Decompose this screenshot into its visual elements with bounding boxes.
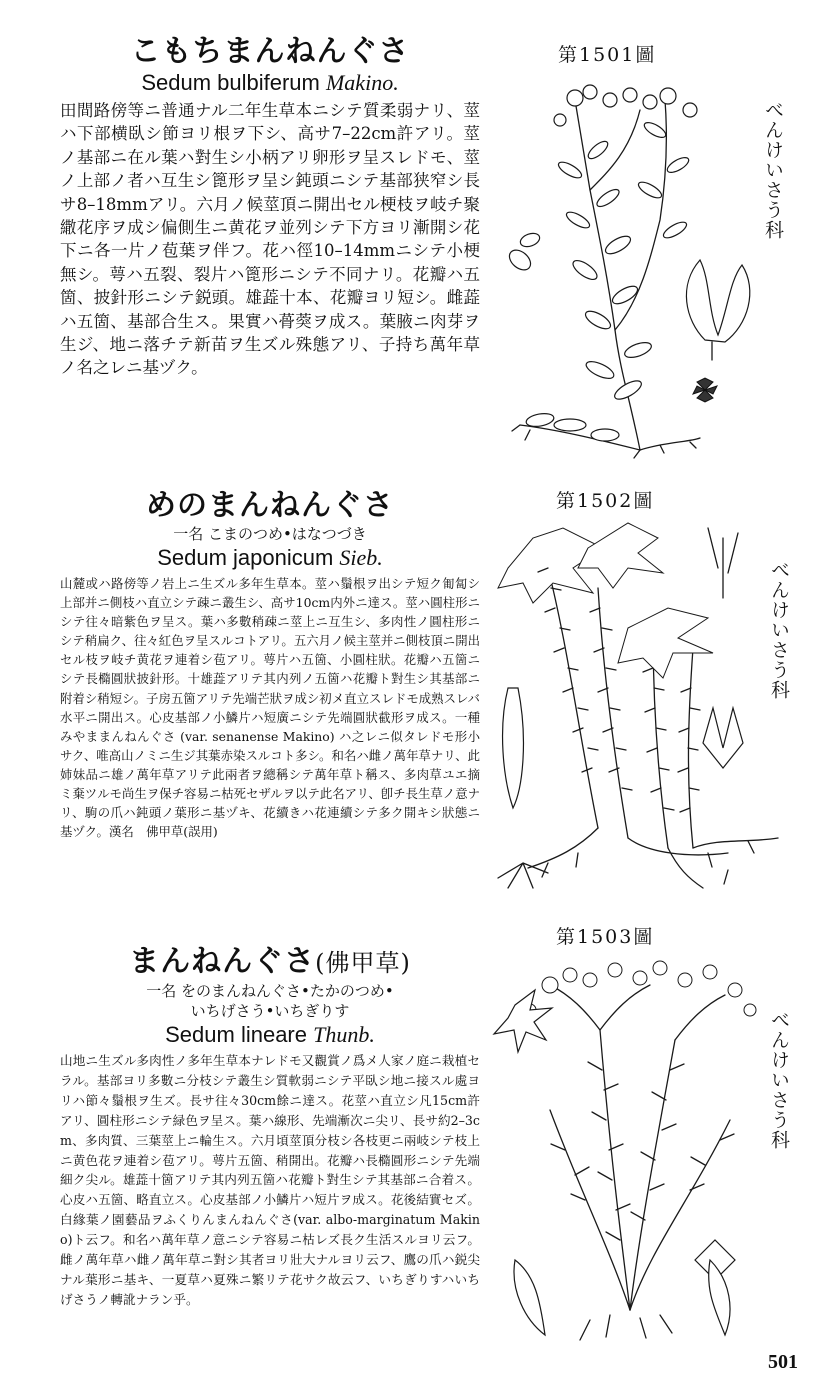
entry-mannengusa [60,944,480,1310]
plant-illustration-1503-icon [490,950,770,1350]
latin-name [60,70,480,96]
entry-title-kanji: (佛甲草) [315,949,411,977]
family-label: べんけいさう科 [768,560,790,700]
entry-description: 山地ニ生ズル多肉性ノ多年生草本ナレドモ又觀賞ノ爲メ人家ノ庭ニ栽植セラル。基部ヨリ多數ニ分枝シテ叢生シ質軟弱ニシテ平臥シ地ニ接スル處ヨリハ節々鬚根ヲ生ズ。長サ往々30cm餘ニ達ス。花莖ハ直立シ凡15cm許アリ、圓柱形ニシテ緑色ヲ呈ス。葉ハ線形、先端漸次ニ尖リ、長サ約2–3cm、多肉質、三葉莖上ニ輪生ス。六月頃莖頂分枝シ各枝更ニ兩岐シテ枝上ニ黄色花ヲ連着シ苞アリ。萼片五箇、稍開出。花瓣ハ長橢圓形ニシテ先端細ク尖ル。雄蕋十箇アリテ其内列五箇ハ花瓣ト對生シテ其基部ニ合着ス。心皮ハ五箇、略直立ス。心皮基部ノ小鱗片ハ短片ヲ成ス。花後結實セズ。白緣葉ノ園藝品ヲふくりんまんねんぐさ(var. albo-marginatum Makino)ト云フ。和名ハ萬年草ノ意ニシテ容易ニ枯レズ長ク生活スルヨリ云フ。雌ノ萬年草ハ雌ノ萬年草ニ對シ其者ヨリ壯大ナルヨリ云フ、鷹の爪ハ鋭尖ナル葉形ニ基キ、一夏草ハ夏殊ニ繁リテ花サク故云フ、いちぎりすハいちげさうノ轉訛ナラン乎。 [60,1053,480,1307]
family-label: べんけいさう科 [768,1010,790,1150]
latin-author: Sieb. [339,545,383,570]
plant-illustration-1502-icon [488,508,788,908]
alternate-names-2: いちげさう•いちぎりす [190,1002,350,1020]
entry-description: 山麓或ハ路傍等ノ岩上ニ生ズル多年生草本。莖ハ鬚根ヲ出シテ短ク匍匐シ上部并ニ側枝ハ直立シテ疎ニ叢生シ、高サ10cm内外ニ達ス。莖ハ圓柱形ニシテ往々暗紫色ヲ呈ス。葉ハ多數稍疎ニ莖上ニ互生シ、多肉性ノ圓柱形ニシテ稍扁ク、往々紅色ヲ呈スルコトアリ。五六月ノ候主莖并ニ側枝頂ニ開出セル枝ヲ岐チ黄花ヲ連着シ苞アリ。萼片ハ五箇、小圓柱狀。花瓣ハ五箇ニシテ長橢圓狀披針形。十雄蕋アリテ其内列ノ五箇ハ花瓣ト對生シ其基部ニ附着シ稍短シ。子房五箇アリテ先端芒狀ヲ成シ初メ直立スレドモ成熟スレバ水平ニ開出ス。心皮基部ノ小鱗片ハ短廣ニシテ先端圓狀截形ヲ成ス。一種みやままんねんぐさ (var. senanense Makino) ハ之レニ似タレドモ形小サク、唯高山ノミニ生ジ其葉赤染スルコト多シ。和名ハ雌ノ萬年草ナリ、此姉妹品ニ雄ノ萬年草アリテ此兩者ヲ總稱シテ萬年草ト稱ス、多肉草ユエ摘ミ棄ツルモ尚生ヲ保チ容易ニ枯死セザルヲ以テ此名アリ、卽チ長生草ノ意ナリ、駒の爪ハ鈍頭ノ葉形ニ基ヅキ、花續きハ花連續シテ多ク開キシ狀態ニ基ヅク。漢名 佛甲草(誤用) [60,576,480,840]
latin-genus: Sedum japonicum [157,545,334,570]
entry-komochimannengusa [60,34,480,380]
entry-title [60,944,480,981]
plant-illustration-1501-icon [490,70,760,460]
alternate-names-1: 一名 をのまんねんぐさ•たかのつめ• [146,982,394,1000]
entry-description: 田間路傍等ニ普通ナル二年生草本ニシテ質柔弱ナリ、莖ハ下部横臥シ節ヨリ根ヲ下シ、高サ7–22cm許アリ。莖ノ基部ニ在ル葉ハ對生シ小柄アリ卵形ヲ呈スレドモ、莖ノ上部ノ者ハ互生シ篦形ヲ呈シ鈍頭ニシテ基部狭窄シ長サ8–18mmアリ。六月ノ候莖頂ニ開出セル梗枝ヲ岐チ聚繖花序ヲ成シ偏側生ニ黄花ヲ並列シテ下方ヨリ漸開シ花下ニ各一片ノ苞葉ヲ伴フ。花ハ徑10–14mmニシテ小梗無シ。萼ハ五裂、裂片ハ篦形ニシテ不同ナリ。花瓣ハ五箇、披針形ニシテ鋭頭。雄蕋十本、花瓣ヨリ短シ。雌蕋ハ五箇、基部合生ス。果實ハ蓇葖ヲ成ス。葉腋ニ肉芽ヲ生ジ、地ニ落チテ新苗ヲ生ズル殊態アリ、子持ち萬年草ノ名之レニ基ヅク。 [60,101,480,378]
latin-genus: Sedum lineare [165,1022,307,1047]
figure-label: 第1503圖 [556,926,655,948]
alternate-names: 一名 こまのつめ•はなつづき [173,525,367,543]
latin-name [60,545,480,571]
entry-menomannengusa [60,488,480,841]
entry-title-kana: まんねんぐさ [129,944,316,979]
entry-title: こもちまんねんぐさ [130,34,410,69]
figure-label: 第1502圖 [556,490,655,512]
family-label: べんけいさう科 [762,100,784,240]
figure-label: 第1501圖 [558,44,657,66]
latin-author: Makino. [325,70,399,95]
latin-name [60,1022,480,1048]
entry-title: めのまんねんぐさ [146,488,394,523]
latin-genus: Sedum bulbiferum [141,70,320,95]
page-number: 501 [768,1351,798,1373]
latin-author: Thunb. [313,1022,375,1047]
